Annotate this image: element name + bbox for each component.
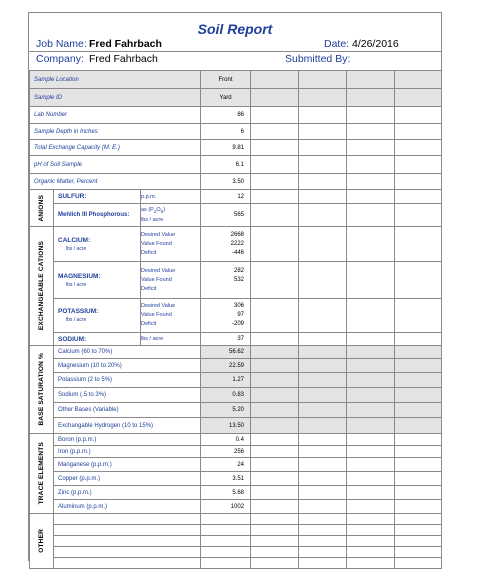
row-values: 2668 2222 -446 (201, 227, 251, 262)
row-value: 1002 (201, 500, 251, 514)
row-label: Exchangable Hydrogen (10 to 15%) (54, 418, 201, 434)
table-row (30, 514, 442, 525)
group-label-trace-elements: TRACE ELEMENTS (30, 434, 54, 514)
row-label: Sample ID (30, 89, 201, 107)
row-label: pH of Soil Sample (30, 156, 201, 174)
row-label: Sample Location (30, 71, 201, 89)
soil-report-sheet (28, 12, 442, 561)
table-row (30, 107, 442, 124)
nutrient-name: Mehlich III Phosphorous: (54, 204, 141, 227)
nutrient-name: SULFUR: (54, 190, 141, 204)
table-row (30, 71, 442, 89)
table-row (30, 373, 442, 388)
table-row (30, 472, 442, 486)
row-value: 37 (201, 333, 251, 346)
nutrient-name: POTASSIUM: lbs / acre (54, 299, 141, 333)
row-label: Aluminum (p.p.m.) (54, 500, 201, 514)
table-row (30, 124, 442, 140)
row-value: 86 (201, 107, 251, 124)
sub-labels: Desired Value Value Found Deficit (141, 299, 201, 333)
table-row (30, 458, 442, 472)
row-label: Copper (p.p.m.) (54, 472, 201, 486)
table-row (30, 500, 442, 514)
table-row (30, 434, 442, 446)
table-row (30, 140, 442, 156)
table-row (30, 346, 442, 359)
row-value: 12 (201, 190, 251, 204)
row-label: Zinc (p.p.m.) (54, 486, 201, 500)
row-value: 5.20 (201, 403, 251, 418)
sub-labels: Desired Value Value Found Deficit (141, 227, 201, 262)
row-value: 3.50 (201, 174, 251, 190)
row-label: Magnesium (10 to 20%) (54, 359, 201, 373)
row-label: Manganese (p.p.m.) (54, 458, 201, 472)
row-value: Front (201, 71, 251, 89)
unit-cell: as $(P_2O_5)$ lbs / acre (141, 204, 201, 227)
report-title: Soil Report (197, 21, 273, 37)
table-row (30, 174, 442, 190)
row-label: Calcium (60 to 70%) (54, 346, 201, 359)
table-row (30, 333, 442, 346)
row-value: Yard (201, 89, 251, 107)
row-value: 256 (201, 446, 251, 458)
row-label: Other Bases (Variable) (54, 403, 201, 418)
row-value: 9.81 (201, 140, 251, 156)
row-value: 13.50 (201, 418, 251, 434)
row-value: 1.27 (201, 373, 251, 388)
group-label-cations: EXCHANGEABLE CATIONS (30, 227, 54, 346)
table-row (30, 227, 442, 262)
table-row (30, 486, 442, 500)
row-value: 5.68 (201, 486, 251, 500)
table-row (30, 547, 442, 558)
company-label: Company: (36, 53, 84, 65)
submitted-by-label: Submitted By: (285, 53, 351, 65)
unit-cell: p.p.m. (141, 190, 201, 204)
row-label: Sample Depth in Inches (30, 124, 201, 140)
table-row (30, 156, 442, 174)
nutrient-name: CALCIUM: lbs / acre (54, 227, 141, 262)
company-value: Fred Fahrbach (89, 53, 158, 65)
table-row (30, 262, 442, 299)
table-row (30, 204, 442, 227)
unit-cell: lbs / acre (141, 333, 201, 346)
row-label: Total Exchange Capacity (M. E.) (30, 140, 201, 156)
row-label: Organic Matter, Percent (30, 174, 201, 190)
sub-labels: Desired Value Value Found Deficit (141, 262, 201, 299)
table-row (30, 190, 442, 204)
row-value: 3.51 (201, 472, 251, 486)
table-row (30, 558, 442, 569)
row-label: Sodium (.5 to 3%) (54, 388, 201, 403)
table-row (30, 403, 442, 418)
group-label-base-saturation: BASE SATURATION % (30, 346, 54, 434)
row-value: 6.1 (201, 156, 251, 174)
table-row (30, 299, 442, 333)
table-row (30, 359, 442, 373)
table-row (30, 418, 442, 434)
row-value: 24 (201, 458, 251, 472)
table-row (30, 89, 442, 107)
table-row (30, 388, 442, 403)
row-label: Boron (p.p.m.) (54, 434, 201, 446)
date-value: 4/26/2016 (352, 38, 399, 50)
table-row (30, 536, 442, 547)
row-value: 56.62 (201, 346, 251, 359)
table-row (30, 446, 442, 458)
row-value: 6 (201, 124, 251, 140)
nutrient-name: MAGNESIUM: lbs / acre (54, 262, 141, 299)
job-name-label: Job Name: (36, 38, 87, 50)
row-value: 22.59 (201, 359, 251, 373)
row-value: 0.4 (201, 434, 251, 446)
nutrient-name: SODIUM: (54, 333, 141, 346)
row-values: 306 97 -209 (201, 299, 251, 333)
group-label-anions: ANIONS (30, 190, 54, 227)
group-label-other: OTHER (30, 514, 54, 569)
date-label: Date: (324, 38, 350, 50)
soil-data-table (29, 70, 442, 569)
row-label: Lab Number (30, 107, 201, 124)
row-label: Potassium (2 to 5%) (54, 373, 201, 388)
row-label: Iron (p.p.m.) (54, 446, 201, 458)
row-values: 282 532 (201, 262, 251, 299)
row-value: 0.83 (201, 388, 251, 403)
row-value: 565 (201, 204, 251, 227)
job-name-value: Fred Fahrbach (89, 38, 162, 50)
table-row (30, 525, 442, 536)
